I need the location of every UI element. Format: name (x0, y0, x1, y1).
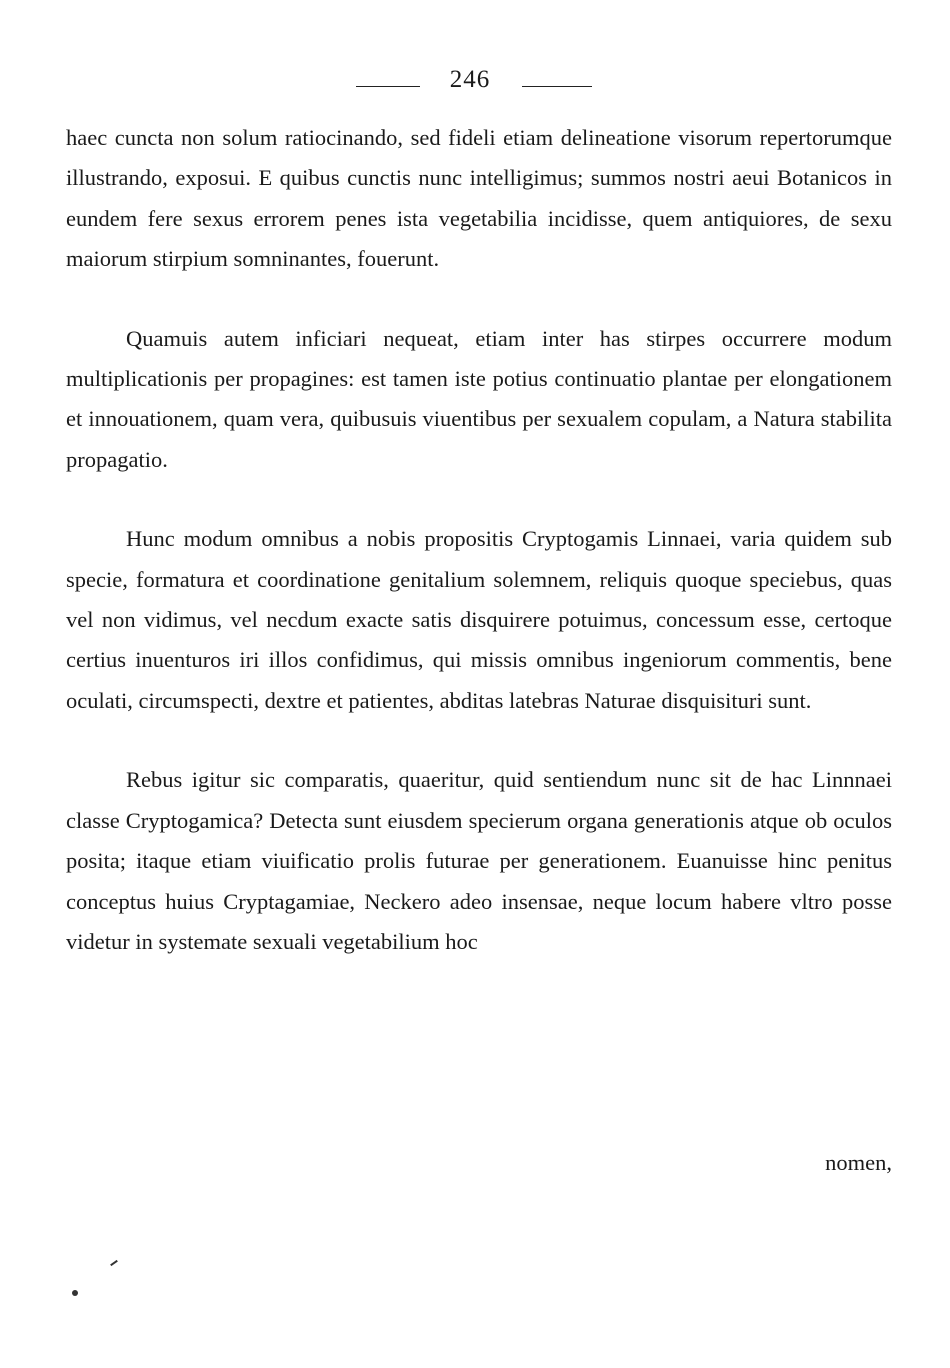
paragraph-1: haec cuncta non solum ratiocinando, sed fideli etiam delineatione visorum repertorumque illustrando, exposui. E quibus cunctis nunc intelligimus; summos nostri aeui Botanicos in eundem fere sexus errorem penes ista vegetabilia incidisse, quem antiquiores, de sexu maiorum stirpium somninantes, fouerunt. (66, 125, 892, 272)
header-rule-left (356, 86, 420, 87)
main-text (66, 118, 892, 962)
paragraph-4: Rebus igitur sic comparatis, quaeritur, quid sentiendum nunc sit de hac Linnnaei classe Cryptogamica? Detecta sunt eiusdem specierum organa generationis atque ob oculos posita; itaque etiam viuificatio prolis futurae per generationem. Euanuisse hinc penitus conceptus huius Cryptagamiae, Neckero adeo insensae, neque locum habere vltro posse videtur in systemate sexuali vegetabilium hoc (66, 767, 892, 954)
header-rule-right (522, 86, 592, 87)
paragraph-2: Quamuis autem inficiari nequeat, etiam inter has stirpes occurrere modum multiplicationis per propagines: est tamen iste potius continuatio plantae per elongationem et innouationem, quam vera, quibusuis viuentibus per sexualem copulam, a Natura stabilita propagatio. (66, 325, 892, 472)
ink-speck (72, 1290, 78, 1296)
page-header (0, 62, 950, 102)
ink-mark (110, 1260, 118, 1266)
paragraph-3: Hunc modum omnibus a nobis propositis Cryptogamis Linnaei, varia quidem sub specie, formatura et coordinatione genitalium solemnem, reliquis quoque speciebus, quas vel non vidimus, vel necdum exacte satis disquirere potuimus, concessum esse, certoque certius inuenturos iri illos confidimus, qui missis omnibus ingeniorum commentis, bene oculati, circumspecti, dextre et patientes, abditas latebras Naturae disquisituri sunt. (66, 526, 892, 713)
catchword: nomen, (825, 1150, 892, 1175)
page-number: 246 (449, 66, 491, 93)
